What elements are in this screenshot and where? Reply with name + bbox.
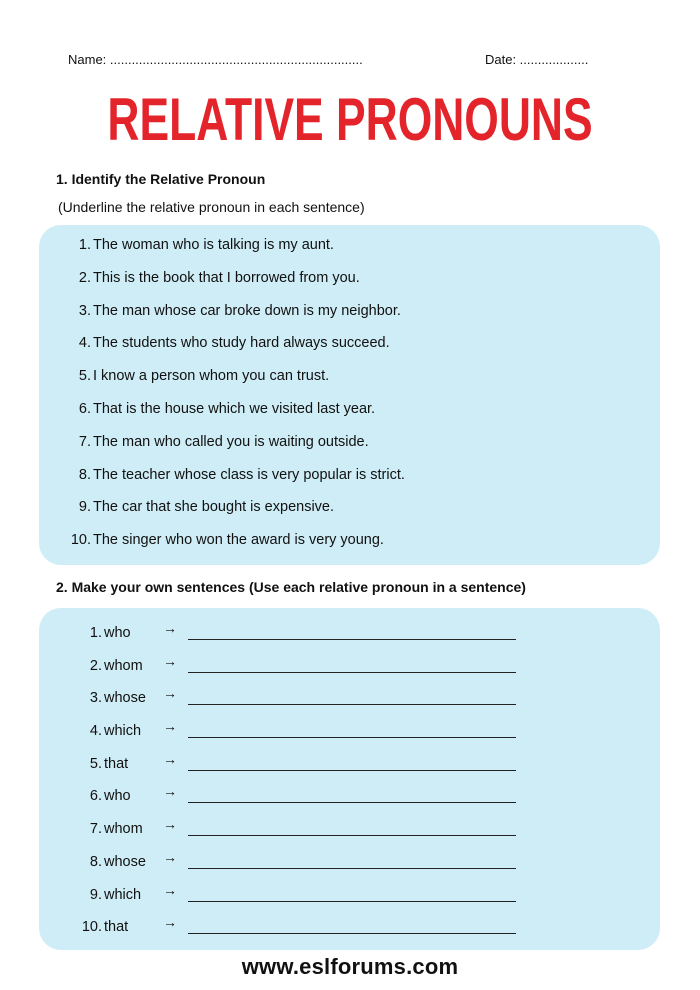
item-sentence: I know a person whom you can trust.: [93, 368, 330, 385]
list-item: [39, 783, 660, 819]
pronoun-word: whose: [104, 690, 146, 707]
item-sentence: That is the house which we visited last year.: [93, 400, 376, 417]
item-number: 6.: [78, 400, 91, 417]
item-number: 6.: [89, 788, 102, 805]
list-item: [39, 750, 660, 787]
item-number: 9.: [78, 499, 91, 516]
item-number: 10.: [70, 532, 91, 549]
section2-heading: 2. Make your own sentences (Use each relative pronoun in a sentence): [56, 579, 526, 595]
arrow-icon: →: [163, 652, 177, 669]
list-item: [39, 465, 660, 498]
pronoun-word: which: [104, 723, 142, 740]
pronoun-word: which: [104, 886, 142, 903]
list-item: [39, 848, 660, 885]
item-number: 3.: [89, 690, 102, 707]
item-number: 2.: [78, 269, 91, 286]
list-item: [39, 620, 660, 656]
arrow-icon: →: [163, 750, 177, 767]
arrow-icon: →: [163, 816, 177, 833]
section1-instruction: (Underline the relative pronoun in each sentence): [58, 199, 365, 215]
item-number: 8.: [78, 466, 91, 483]
answer-line[interactable]: [188, 835, 516, 836]
item-number: 4.: [89, 723, 102, 740]
answer-line[interactable]: [188, 933, 516, 934]
list-item: [39, 268, 660, 301]
arrow-icon: →: [163, 718, 177, 735]
list-item: [39, 366, 660, 399]
list-item: [39, 685, 660, 721]
item-number: 7.: [89, 821, 102, 838]
item-number: 8.: [89, 853, 102, 870]
item-sentence: The singer who won the award is very young.: [93, 532, 384, 549]
page-title: RELATIVE PRONOUNS: [107, 86, 593, 153]
item-sentence: The man who called you is waiting outside.: [93, 433, 369, 450]
arrow-icon: →: [163, 848, 177, 865]
arrow-icon: →: [163, 685, 177, 702]
arrow-icon: →: [163, 881, 177, 898]
pronoun-word: that: [104, 919, 129, 936]
pronoun-word: whose: [104, 853, 146, 870]
item-sentence: The car that she bought is expensive.: [93, 499, 335, 516]
list-item: [39, 718, 660, 754]
item-number: 2.: [89, 657, 102, 674]
item-sentence: The students who study hard always succeed.: [93, 335, 390, 352]
answer-line[interactable]: [188, 770, 516, 771]
section2-panel: [39, 608, 660, 950]
list-item: [39, 914, 660, 950]
pronoun-word: who: [104, 788, 131, 805]
name-field: Name: ......................................................................: [68, 52, 363, 67]
answer-line[interactable]: [188, 639, 516, 640]
item-sentence: The teacher whose class is very popular is strict.: [93, 466, 405, 483]
list-item: [39, 432, 660, 465]
answer-line[interactable]: [188, 868, 516, 869]
header-row: [0, 52, 700, 70]
list-item: [39, 235, 660, 268]
list-item: [39, 881, 660, 918]
item-number: 5.: [89, 755, 102, 772]
list-item: [39, 530, 660, 563]
pronoun-word: whom: [104, 657, 143, 674]
write-sentence-list: [39, 620, 660, 950]
item-number: 1.: [78, 237, 91, 253]
item-number: 3.: [78, 302, 91, 319]
list-item: [39, 652, 660, 689]
item-number: 4.: [78, 335, 91, 352]
answer-line[interactable]: [188, 672, 516, 673]
section1-heading: 1. Identify the Relative Pronoun: [56, 171, 266, 187]
section1-panel: [39, 225, 660, 565]
footer-url: www.eslforums.com: [241, 954, 459, 979]
item-number: 10.: [81, 919, 102, 936]
item-sentence: The man whose car broke down is my neighbor.: [93, 302, 401, 319]
item-number: 1.: [89, 625, 102, 641]
item-number: 9.: [89, 886, 102, 903]
item-sentence: The woman who is talking is my aunt.: [93, 237, 334, 253]
item-number: 7.: [78, 433, 91, 450]
item-number: 5.: [78, 368, 91, 385]
answer-line[interactable]: [188, 737, 516, 738]
arrow-icon: →: [163, 620, 177, 636]
date-field: Date: ...................: [485, 52, 589, 67]
list-item: [39, 816, 660, 852]
pronoun-word: who: [104, 625, 131, 641]
pronoun-word: whom: [104, 821, 143, 838]
answer-line[interactable]: [188, 901, 516, 902]
list-item: [39, 333, 660, 366]
sentence-list: [39, 235, 660, 563]
answer-line[interactable]: [188, 802, 516, 803]
arrow-icon: →: [163, 783, 177, 800]
list-item: [39, 497, 660, 530]
arrow-icon: →: [163, 914, 177, 931]
item-sentence: This is the book that I borrowed from you.: [93, 269, 360, 286]
pronoun-word: that: [104, 755, 129, 772]
answer-line[interactable]: [188, 704, 516, 705]
list-item: [39, 301, 660, 334]
list-item: [39, 399, 660, 432]
